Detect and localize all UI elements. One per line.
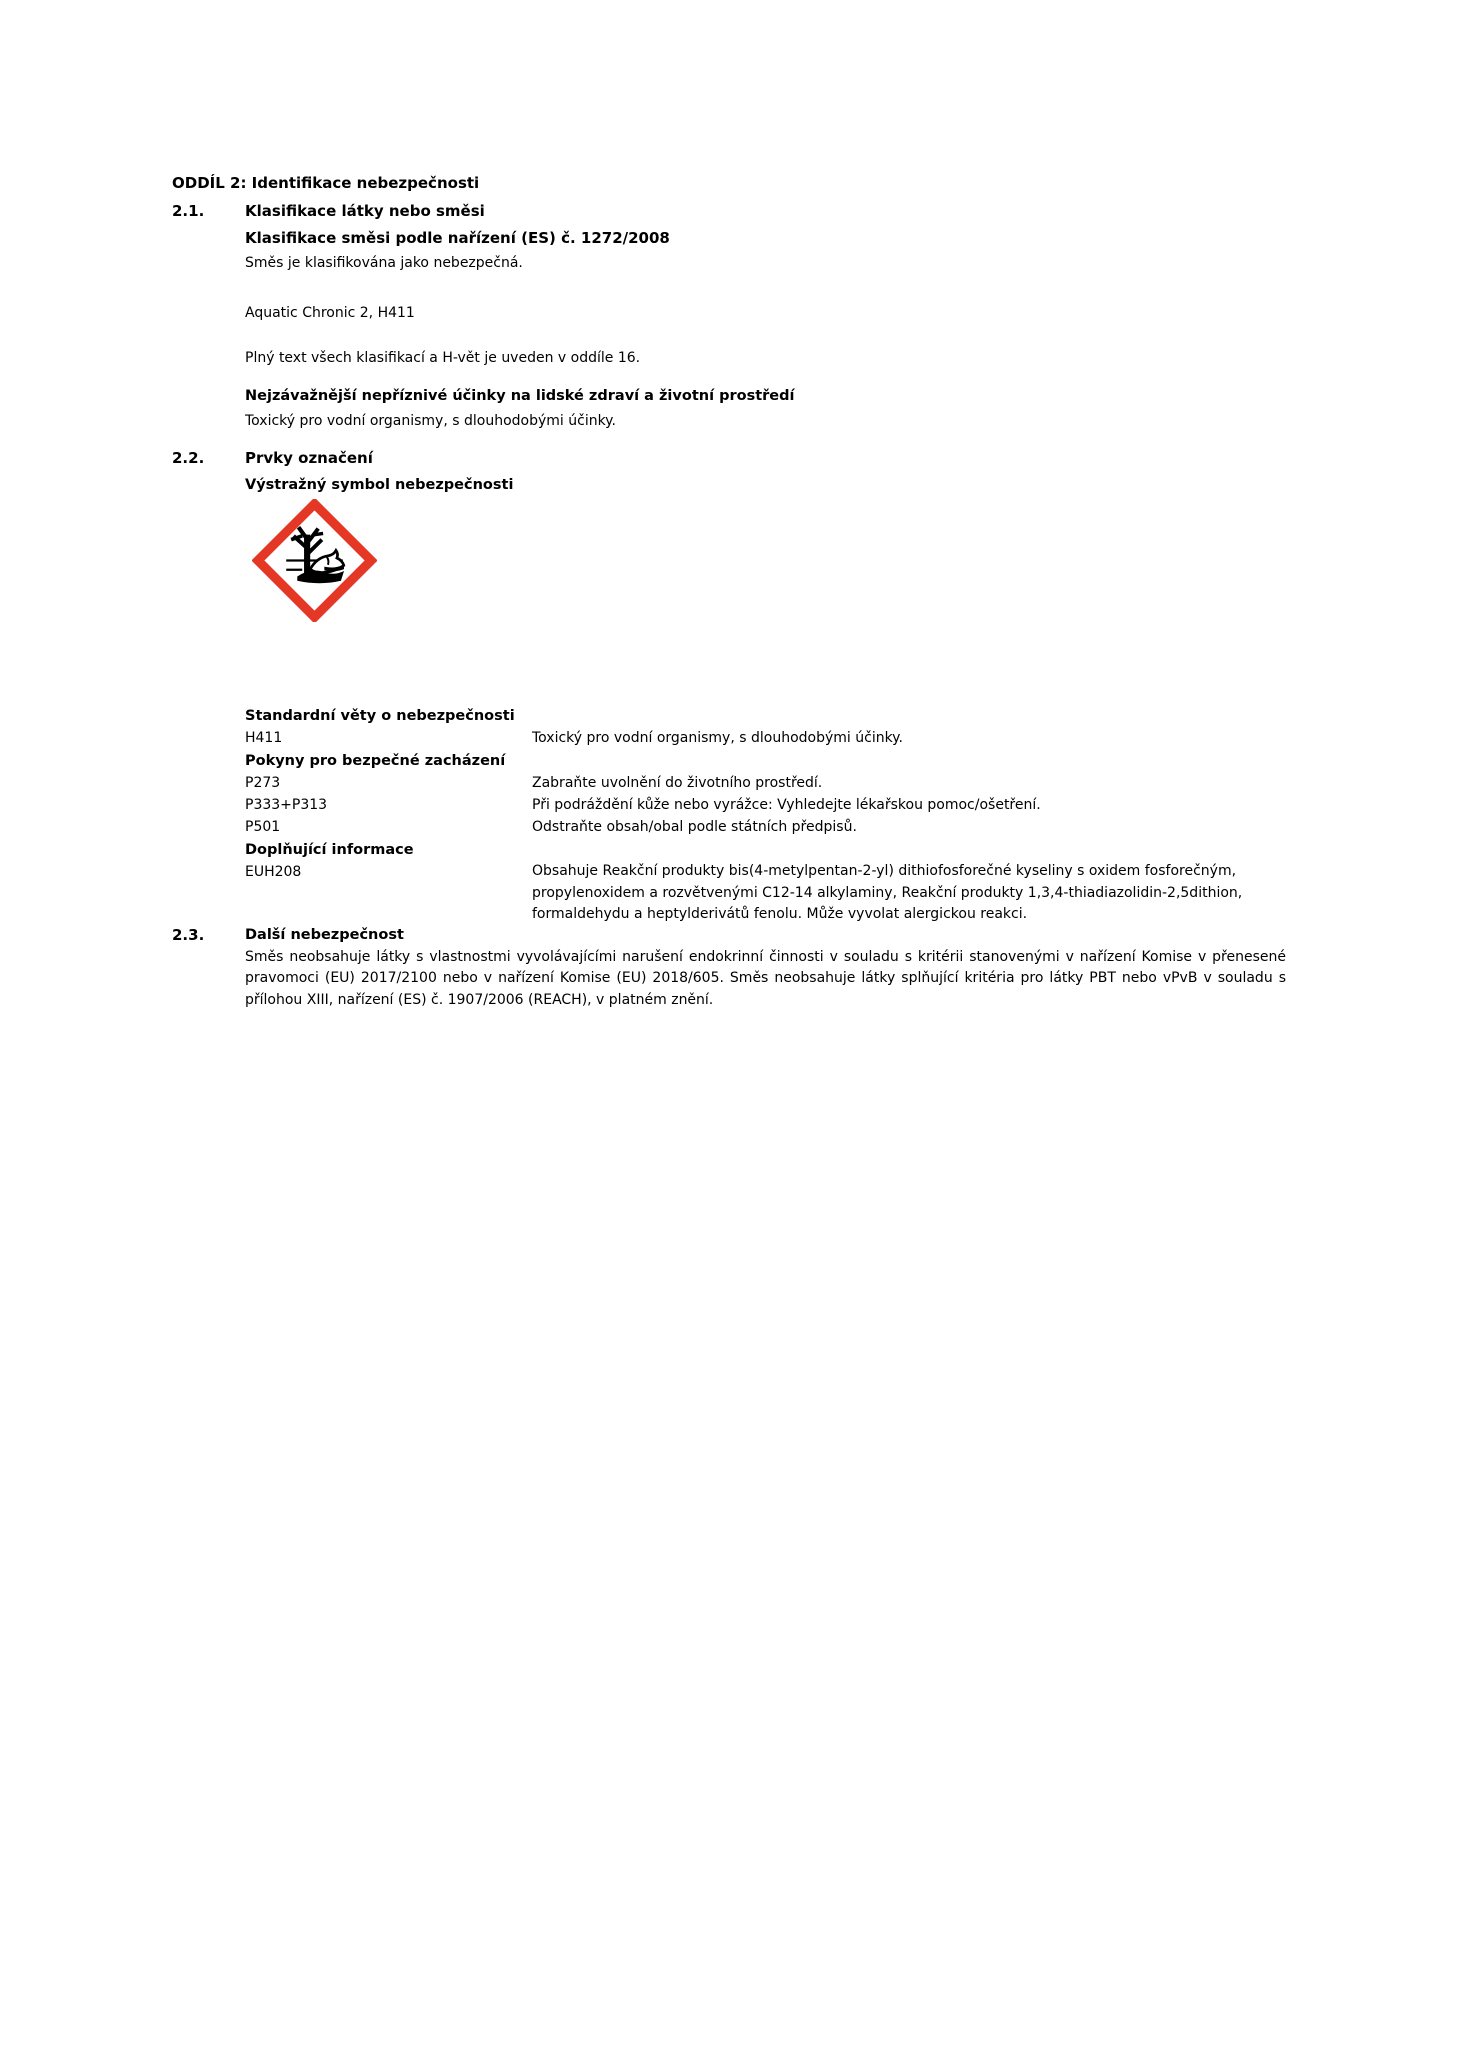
hazard-statements-heading: Standardní věty o nebezpečnosti <box>245 708 515 724</box>
section-2-2 <box>172 449 1286 926</box>
supplemental-statement-row <box>245 861 1286 926</box>
section-2-1-body <box>245 202 1286 449</box>
section-2-header: ODDÍL 2: Identifikace nebezpečnosti <box>172 174 480 192</box>
precautionary-statement-code: P273 <box>245 775 281 791</box>
ghs09-environment-pictogram-icon <box>252 499 377 622</box>
other-hazards-text: Směs neobsahuje látky s vlastnostmi vyvolávajícími narušení endokrinní činnosti v souladu s kritérii stanovenými v nařízení Komise v přenesené pravomoci (EU) 2017/2100 nebo v nařízení Komise (EU) 2018/605. Směs neobsahuje látky splňující kritéria pro látky PBT nebo vPvB v souladu s přílohou XIII, nařízení (ES) č. 1907/2006 (REACH), v platném znění. <box>245 948 1286 1008</box>
section-2-1 <box>172 202 1286 449</box>
precautionary-statement-text: Odstraňte obsah/obal podle státních předpisů. <box>532 819 857 835</box>
precautionary-statement-row <box>245 794 1286 816</box>
adverse-effects-text: Toxický pro vodní organismy, s dlouhodobými účinky. <box>245 413 616 429</box>
hazard-statement-code: H411 <box>245 730 283 746</box>
classification-regulation-heading: Klasifikace směsi podle nařízení (ES) č. 1272/2008 <box>245 229 670 247</box>
precautionary-statement-text: Zabraňte uvolnění do životního prostředí. <box>532 775 823 791</box>
section-2-3-number: 2.3. <box>172 925 205 944</box>
supplemental-statement-text: Obsahuje Reakční produkty bis(4-metylpentan-2-yl) dithiofosforečné kyseliny s oxidem fosforečným, propylenoxidem a rozvětvenými C12-14 alkylaminy, Reakční produkty 1,3,4-thiadiazolidin-2,5dithion, formaldehydu a heptylderivátů fenolu. Může vyvolat alergickou reakci. <box>532 863 1243 922</box>
precautionary-statement-code: P501 <box>245 819 281 835</box>
section-2-3-body <box>245 926 1286 1012</box>
precautionary-statement-code: P333+P313 <box>245 797 328 813</box>
classified-as-dangerous-text: Směs je klasifikována jako nebezpečná. <box>245 255 523 271</box>
section-2-2-title: Prvky označení <box>245 449 373 467</box>
precautionary-statement-row <box>245 816 1286 838</box>
section-2-2-number: 2.2. <box>172 449 205 467</box>
full-text-note: Plný text všech klasifikací a H-vět je uveden v oddíle 16. <box>245 350 641 366</box>
section-2-2-body <box>245 449 1286 926</box>
adverse-effects-heading: Nejzávažnější nepříznivé účinky na lidské zdraví a životní prostředí <box>245 388 795 404</box>
precautionary-statement-row <box>245 772 1286 794</box>
pictogram-spacer <box>245 622 1286 704</box>
section-2-3 <box>172 926 1286 1012</box>
hazard-statement-row <box>245 727 1286 749</box>
pictogram-heading: Výstražný symbol nebezpečnosti <box>245 477 514 493</box>
supplemental-statement-code: EUH208 <box>245 864 302 880</box>
section-2-3-title: Další nebezpečnost <box>245 926 404 943</box>
classification-value: Aquatic Chronic 2, H411 <box>245 305 415 321</box>
precautionary-statement-text: Při podráždění kůže nebo vyrážce: Vyhledejte lékařskou pomoc/ošetření. <box>532 797 1041 813</box>
hazard-statement-text: Toxický pro vodní organismy, s dlouhodobými účinky. <box>532 730 903 746</box>
precautionary-statements-heading: Pokyny pro bezpečné zacházení <box>245 753 506 769</box>
section-2-1-number: 2.1. <box>172 202 205 220</box>
supplemental-info-heading: Doplňující informace <box>245 842 414 858</box>
section-2-1-title: Klasifikace látky nebo směsi <box>245 202 485 220</box>
sds-page-section-2 <box>172 174 1286 1011</box>
